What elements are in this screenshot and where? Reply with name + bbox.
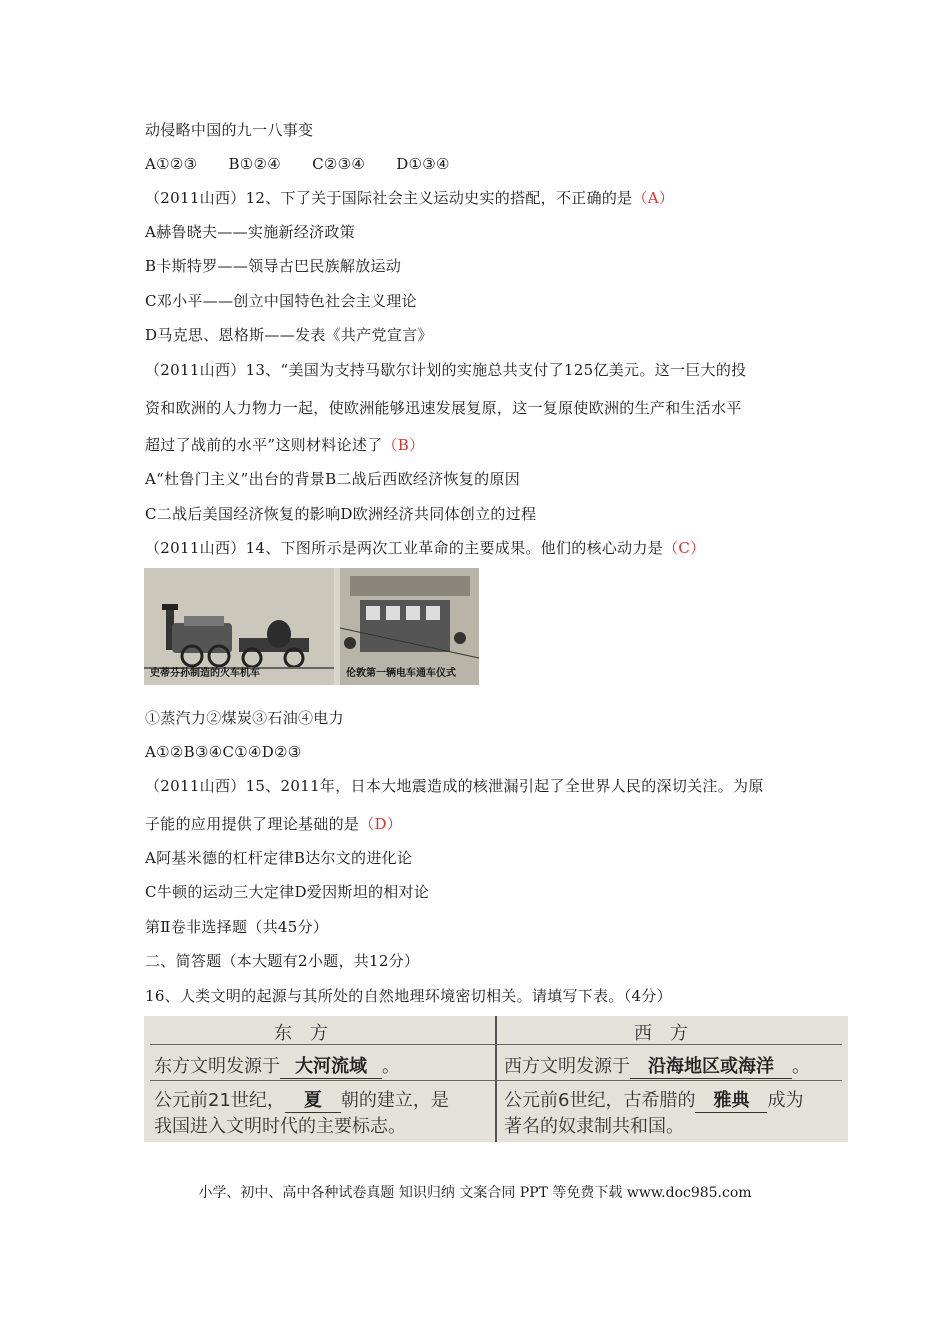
question-text: 超过了战前的水平”这则材料论述了 <box>145 436 383 454</box>
answer: （D） <box>359 815 403 833</box>
filled-answer: 沿海地区或海洋 <box>630 1052 792 1079</box>
text-line: 动侵略中国的九一八事变 <box>145 121 314 139</box>
options-ab: A“杜鲁门主义”出台的背景B二战后西欧经济恢复的原因 <box>145 470 520 488</box>
items-line: ①蒸汽力②煤炭③石油④电力 <box>145 709 344 727</box>
question-text: （2011山西）14、下图所示是两次工业革命的主要成果。他们的核心动力是 <box>145 539 664 557</box>
cell-text: 西方文明发源于 <box>504 1056 630 1077</box>
table-divider <box>150 1044 842 1045</box>
cell-text: 公元前6世纪，古希腊的 <box>504 1090 696 1111</box>
option-a: A赫鲁晓夫——实施新经济政策 <box>145 223 356 241</box>
options-cd: C牛顿的运动三大定律D爱因斯坦的相对论 <box>145 883 430 901</box>
options-line <box>145 154 450 174</box>
cell-text: 。 <box>792 1056 810 1077</box>
option-c: C②③④ <box>312 155 366 173</box>
question-15-line2 <box>145 814 402 834</box>
options-line: A①②B③④C①④D②③ <box>145 743 302 761</box>
option-a: A①②③ <box>145 155 198 173</box>
filled-answer: 夏 <box>285 1086 341 1113</box>
answer-table <box>144 1016 848 1142</box>
table-header-east: 东 方 <box>274 1023 328 1044</box>
question-14 <box>145 538 705 558</box>
question-text: （2011山西）12、下了关于国际社会主义运动史实的搭配，不正确的是 <box>145 189 633 207</box>
table-cell <box>154 1052 400 1079</box>
part-heading: 第Ⅱ卷非选择题（共45分） <box>145 918 329 936</box>
page-footer: 小学、初中、高中各种试卷真题 知识归纳 文案合同 PPT 等免费下载 www.doc985.com <box>198 1185 752 1201</box>
industrial-revolution-images <box>144 568 479 685</box>
answer: （C） <box>663 539 706 557</box>
table-divider <box>150 1080 842 1081</box>
table-cell: 我国进入文明时代的主要标志。 <box>154 1116 406 1137</box>
section-heading: 二、简答题（本大题有2小题，共12分） <box>145 952 420 970</box>
locomotive-photo <box>144 568 334 685</box>
cell-text: 公元前21世纪， <box>154 1090 285 1111</box>
cell-text: 朝的建立，是 <box>340 1090 449 1111</box>
cell-text: 东方文明发源于 <box>154 1056 280 1077</box>
filled-answer: 雅典 <box>695 1086 767 1113</box>
table-cell <box>154 1086 449 1113</box>
table-cell <box>504 1086 803 1113</box>
option-b: B卡斯特罗——领导古巴民族解放运动 <box>145 257 402 275</box>
question-13-line3 <box>145 435 424 455</box>
option-d: D①③④ <box>396 155 450 173</box>
question-12 <box>145 188 674 208</box>
option-b: B①②④ <box>228 155 282 173</box>
tram-photo <box>340 568 479 685</box>
table-cell <box>504 1052 810 1079</box>
table-header-west: 西 方 <box>634 1023 688 1044</box>
question-13-line1: （2011山西）13、“美国为支持马歇尔计划的实施总共支付了125亿美元。这一巨大的投 <box>145 361 747 379</box>
image-caption: 伦敦第一辆电车通车仪式 <box>346 668 456 679</box>
question-text: 子能的应用提供了理论基础的是 <box>145 815 360 833</box>
image-caption: 史蒂芬孙制造的火车机车 <box>150 668 260 679</box>
question-16: 16、人类文明的起源与其所处的自然地理环境密切相关。请填写下表。（4分） <box>145 987 672 1005</box>
table-cell: 著名的奴隶制共和国。 <box>504 1116 684 1137</box>
answer: （B） <box>382 436 425 454</box>
option-d: D马克思、恩格斯——发表《共产党宣言》 <box>145 326 433 344</box>
table-divider <box>495 1016 497 1142</box>
options-ab: A阿基米德的杠杆定律B达尔文的进化论 <box>145 849 413 867</box>
question-15-line1: （2011山西）15、2011年，日本大地震造成的核泄漏引起了全世界人民的深切关注。为原 <box>145 777 764 795</box>
answer: （A） <box>632 189 675 207</box>
option-c: C邓小平——创立中国特色社会主义理论 <box>145 292 417 310</box>
question-13-line2: 资和欧洲的人力物力一起，使欧洲能够迅速发展复原，这一复原使欧洲的生产和生活水平 <box>145 399 742 417</box>
filled-answer: 大河流域 <box>280 1052 382 1079</box>
cell-text: 成为 <box>767 1090 804 1111</box>
options-cd: C二战后美国经济恢复的影响D欧洲经济共同体创立的过程 <box>145 505 537 523</box>
cell-text: 。 <box>382 1056 400 1077</box>
